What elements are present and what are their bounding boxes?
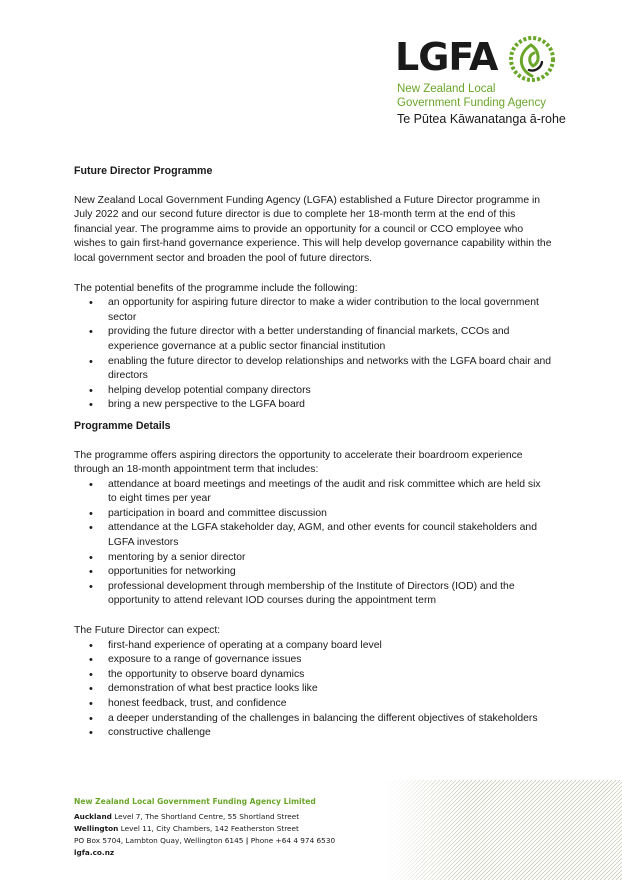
logo-org-name xyxy=(397,82,546,110)
footer-auckland-address xyxy=(74,811,374,823)
intro-paragraph: New Zealand Local Government Funding Agency (LGFA) established a Future Director programme in July 2022 and our second future director is due to complete her 18-month term at the end of this financial year. The programme aims to provide an opportunity for a council or CCO employee who wishes to gain first-hand governance experience. This will help develop governance capability within the local government sector and broaden the pool of future directors. xyxy=(74,194,552,264)
footer-auckland-text: Level 7, The Shortland Centre, 55 Shortland Street xyxy=(114,812,300,821)
list-item: • first-hand experience of operating at a company board level xyxy=(108,639,552,654)
list-item: • mentoring by a senior director xyxy=(108,551,552,566)
list-item: • a deeper understanding of the challenges in balancing the different objectives of stakeholders xyxy=(108,712,552,727)
footer xyxy=(74,796,374,859)
footer-separator: | xyxy=(245,836,249,845)
footer-contact xyxy=(74,835,374,847)
logo-org-line2: Government Funding Agency xyxy=(397,97,546,109)
logo-wordmark: LGFA xyxy=(395,35,498,79)
list-item: • exposure to a range of governance issues xyxy=(108,653,552,668)
lgfa-logo xyxy=(393,36,593,128)
footer-website-link[interactable]: lgfa.co.nz xyxy=(74,848,115,857)
footer-wellington-text: Level 11, City Chambers, 142 Featherston Street xyxy=(120,824,299,833)
benefits-list xyxy=(74,296,552,413)
footer-wellington-label: Wellington xyxy=(74,824,119,833)
list-item: • the opportunity to observe board dynamics xyxy=(108,668,552,683)
list-item: • providing the future director with a better understanding of financial markets, CCOs and experience governance at a public sector financial institution xyxy=(108,325,552,354)
list-item: • demonstration of what best practice looks like xyxy=(108,682,552,697)
details-list xyxy=(74,478,552,609)
details-intro: The programme offers aspiring directors the opportunity to accelerate their boardroom experience through an 18-month appointment term that includes: xyxy=(74,449,523,476)
footer-auckland-label: Auckland xyxy=(74,812,112,821)
list-item: • professional development through membership of the Institute of Directors (IOD) and the opportunity to attend relevant IOD courses during the appointment term xyxy=(108,580,552,609)
list-item: • bring a new perspective to the LGFA board xyxy=(108,398,552,413)
benefits-intro: The potential benefits of the programme include the following: xyxy=(74,282,358,294)
footer-phone: Phone +64 4 974 6530 xyxy=(250,836,336,845)
logo-maori-name: Te Pūtea Kāwanatanga ā-rohe xyxy=(397,112,566,126)
footer-wellington-address xyxy=(74,823,374,835)
list-item: • enabling the future director to develop relationships and networks with the LGFA board chair and directors xyxy=(108,355,552,384)
list-item: • attendance at board meetings and meetings of the audit and risk committee which are held six to eight times per year xyxy=(108,478,552,507)
expect-list xyxy=(74,639,552,741)
list-item: • constructive challenge xyxy=(108,726,552,741)
list-item: • opportunities for networking xyxy=(108,565,552,580)
fern-icon xyxy=(509,36,555,82)
list-item: • attendance at the LGFA stakeholder day, AGM, and other events for council stakeholders and LGFA investors xyxy=(108,521,552,550)
decorative-hatch-pattern xyxy=(384,780,622,880)
list-item: • an opportunity for aspiring future director to make a wider contribution to the local government sector xyxy=(108,296,552,325)
footer-po-box: PO Box 5704, Lambton Quay, Wellington 6145 xyxy=(74,836,244,845)
list-item: • helping develop potential company directors xyxy=(108,384,552,399)
expect-intro: The Future Director can expect: xyxy=(74,625,221,637)
footer-org-name: New Zealand Local Government Funding Agency Limited xyxy=(74,797,316,806)
heading-programme-details: Programme Details xyxy=(74,419,171,432)
heading-future-director-programme: Future Director Programme xyxy=(74,165,213,177)
list-item: • participation in board and committee discussion xyxy=(108,507,552,522)
list-item: • honest feedback, trust, and confidence xyxy=(108,697,552,712)
document-body xyxy=(74,164,552,741)
logo-org-line1: New Zealand Local xyxy=(397,83,496,95)
